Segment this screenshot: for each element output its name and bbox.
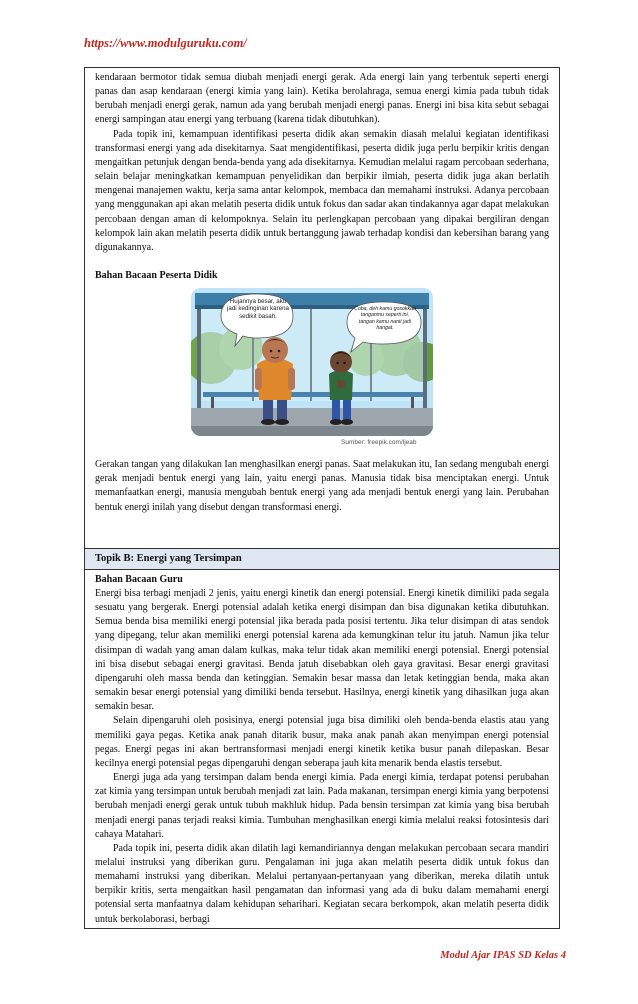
bus-stop-scene [191,288,433,436]
section-intro [85,68,559,548]
footer-label: Modul Ajar IPAS SD Kelas 4 [440,950,566,961]
paragraph: Energi juga ada yang tersimpan dalam benda energi kimia. Pada energi kimia, terdapat potensi perubahan zat kimia yang tersimpan untuk berubah menjadi zat lain. Pada makanan, tersimpan energi kimia yang berpotensi berubah menjadi energi gerak untuk tubuh makhluk hidup. Pada bensin tersimpan zat kimia yang bisa berubah menjadi energi panas terjadi reaksi kimia. Tumbuhan menghasilkan energi kimia melalui reaksi fotosintesis dari cahaya Matahari. [95,772,549,840]
image-credit: Sumber: freepik.com/ljeab [341,439,417,447]
caption-paragraph: Gerakan tangan yang dilakukan Ian menghasilkan energi panas. Saat melakukan itu, Ian sedang mengubah energi gerak menjadi bentuk energi yang lain, yaitu energi panas. Manusia tidak bisa menciptakan energi. Untuk memanfaatkan energi, manusia mengubah bentuk energi yang ada menjadi bentuk energi yang lain. Perubahan bentuk energi inilah yang disebut dengan transformasi energi. [95,459,549,513]
paragraph: Energi bisa terbagi menjadi 2 jenis, yaitu energi kinetik dan energi potensial. Energi kinetik dimiliki pada segala sesuatu yang bergerak. Energi potensial adalah ketika energi disimpan dan bisa digunakan ketika dibutuhkan. Semua benda bisa memiliki energi potensial jika berada pada posisi tertentu. Jika telur disimpan di atas sendok yang dipegang, telur akan memiliki energi potensial karena ada kemungkinan telur itu jatuh. Namun jika telur disimpan di wadah yang aman dalam kulkas, maka telur tidak akan memiliki energi potensial. Energi potensial ini bisa disebut sebagai energi gravitasi. Benda jatuh disebabkan oleh gaya gravitasi. Besar energi gravitasi dipengaruhi oleh massa benda dan ketinggian. Semakin besar massa dan letak ketinggian benda, maka akan semakin besar energi potensial yang dimiliki benda tersebut. Hasilnya, energi kinetik yang dihasilkan juga akan semakin besar. [95,588,549,713]
bahan-bacaan-guru-title: Bahan Bacaan Guru [95,574,183,585]
bahan-bacaan-peserta-title: Bahan Bacaan Peserta Didik [95,270,218,282]
illustration [191,288,433,436]
paragraph: Pada topik ini, kemampuan identifikasi peserta didik akan semakin diasah melalui kegiatan identifikasi transformasi energi yang ada disekitarnya. Saat mengidentifikasi, peserta didik juga perlu berpikir kritis dengan mengaitkan petunjuk dengan benda-benda yang ada disekitarnya. Kemudian melalui ragam percobaan sederhana, selain belajar meningkatkan kemampuan penyelidikan dan berpikir ilmiah, peserta didik juga akan berlatih mengenai manajemen waktu, kerja sama antar kelompok, membaca dan memahami instruksi. Adanya percobaan yang menggunakan api akan melatih peserta didik untuk fokus dan sadar akan tindakannya agar dapat melakukan percobaan dengan aman di kelompoknya. Selain itu perlengkapan percobaan yang dipakai bergiliran dengan kelompok lain akan melatih peserta didik untuk bertanggung jawab terhadap kondisi dan kebersihan barang yang digunakannya. [95,128,550,253]
paragraph: kendaraan bermotor tidak semua diubah menjadi energi gerak. Ada energi lain yang terbentuk seperti energi panas dan asap kendaraan (energi kimia yang lain). Ketika berolahraga, semua energi kimia pada tubuh tidak berubah menjadi energi gerak, namun ada yang berubah menjadi energi panas. Energi ini bisa kita sebut sebagai energi sampingan atau energi yang terbuang (karena tidak dibutuhkan). [95,72,549,126]
section-topic-b [85,570,559,928]
bubble-right-text: Coba, deh kamu gosokkan tanganmu seperti ini, tangan kamu nanti jadi hangat. [354,306,416,332]
bubble-left-text: Hujannya besar, aku jadi kedinginan karena sedikit basah. [227,298,289,320]
paragraph: Pada topik ini, peserta didik akan dilatih lagi kemandiriannya dengan melakukan percobaan secara mandiri melalui instruksi yang diberikan guru. Pengalaman ini juga akan melatih peserta didik untuk fokus dan memahami instruksi yang diberikan. Melalui pertanyaan-pertanyaan yang diberikan, mereka dilatih untuk berpikir kritis, serta mengaitkan hasil pengamatan dan informasi yang ada di buku dalam memahami energi potensial serta manfaatnya dalam kehidupan seharihari. Kegiatan secara berkompok, akan melatih peserta didik untuk berkolaborasi, berbagi [95,842,549,925]
content-frame [84,67,560,929]
paragraph: Selain dipengaruhi oleh posisinya, energi potensial juga bisa dimiliki oleh benda-benda elastis atau yang memiliki gaya pegas. Ketika anak panah ditarik busur, maka anak panah akan menyimpan energi potensial pegas. Energi pegas ini akan bertransformasi menjadi energi kinetik ketika busur panah dilepaskan. Besar kecilnya energi potensial pegas dipengaruhi dengan seberapa jauh kita menarik benda elastis tersebut. [95,715,549,769]
topic-b-heading: Topik B: Energi yang Tersimpan [85,548,559,570]
header-url[interactable]: https://www.modulguruku.com/ [84,36,247,50]
